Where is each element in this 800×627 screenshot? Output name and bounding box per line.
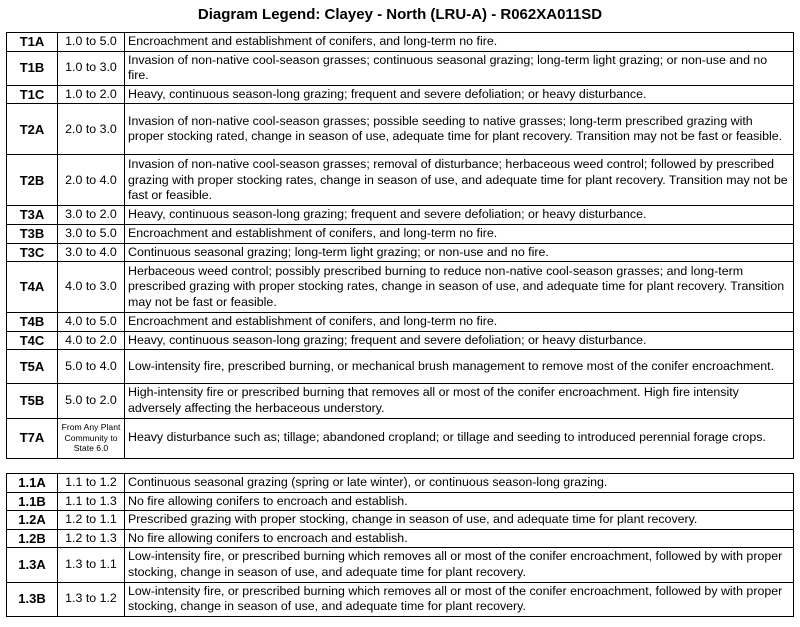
description-cell: Encroachment and establishment of conifers, and long-term no fire. [125, 224, 794, 243]
table-row [7, 262, 794, 313]
table-row [7, 313, 794, 332]
description-cell: Low-intensity fire, or prescribed burning which removes all or most of the conifer encroachment, followed by with proper stocking, change in season of use, and adequate time for plant recovery. [125, 548, 794, 582]
range-cell: 2.0 to 4.0 [58, 155, 125, 206]
range-cell: 4.0 to 2.0 [58, 331, 125, 350]
code-cell: T4C [7, 331, 58, 350]
code-cell: T1A [7, 33, 58, 52]
page-title: Diagram Legend: Clayey - North (LRU-A) - R062XA011SD [197, 6, 603, 23]
code-cell: 1.2B [7, 529, 58, 548]
code-cell: 1.3A [7, 548, 58, 582]
table-row [7, 33, 794, 52]
range-cell: From Any Plant Community to State 6.0 [58, 418, 125, 458]
description-cell: Prescribed grazing with proper stocking, change in season of use, and adequate time for plant recovery. [125, 511, 794, 530]
description-cell: Continuous seasonal grazing; long-term light grazing; or non-use and no fire. [125, 243, 794, 262]
description-cell: Invasion of non-native cool-season grasses; continuous seasonal grazing; long-term light grazing; or non-use and no fire. [125, 51, 794, 85]
table-row [7, 474, 794, 493]
range-cell: 1.1 to 1.3 [58, 492, 125, 511]
table-row [7, 155, 794, 206]
range-cell: 4.0 to 3.0 [58, 262, 125, 313]
code-cell: 1.1A [7, 474, 58, 493]
description-cell: Invasion of non-native cool-season grasses; removal of disturbance; herbaceous weed control; followed by prescribed grazing with proper stocking rates, change in season of use, and adequate time for plant recovery. Transition may not be fast or feasible. [125, 155, 794, 206]
code-cell: 1.2A [7, 511, 58, 530]
table-row [7, 511, 794, 530]
range-cell: 3.0 to 2.0 [58, 206, 125, 225]
range-cell: 2.0 to 3.0 [58, 104, 125, 155]
code-cell: T1C [7, 85, 58, 104]
transitions-table [6, 32, 794, 459]
description-cell: Heavy, continuous season-long grazing; frequent and severe defoliation; or heavy disturbance. [125, 85, 794, 104]
code-cell: T7A [7, 418, 58, 458]
description-cell: Encroachment and establishment of conifers, and long-term no fire. [125, 33, 794, 52]
table-row [7, 548, 794, 582]
range-cell: 1.1 to 1.2 [58, 474, 125, 493]
code-cell: 1.3B [7, 582, 58, 616]
range-cell: 1.0 to 2.0 [58, 85, 125, 104]
code-cell: T3B [7, 224, 58, 243]
description-cell: Low-intensity fire, prescribed burning, or mechanical brush management to remove most of the conifer encroachment. [125, 350, 794, 384]
table-row [7, 350, 794, 384]
description-cell: Invasion of non-native cool-season grasses; possible seeding to native grasses; long-term prescribed grazing with proper stocking rated, change in season of use, adequate time for plant recovery. Transition may not be fast or feasible. [125, 104, 794, 155]
range-cell: 1.3 to 1.1 [58, 548, 125, 582]
range-cell: 5.0 to 4.0 [58, 350, 125, 384]
table-row [7, 418, 794, 458]
table-row [7, 51, 794, 85]
table-row [7, 206, 794, 225]
table-row [7, 384, 794, 418]
description-cell: Low-intensity fire, or prescribed burning which removes all or most of the conifer encroachment, followed by with proper stocking, change in season of use, and adequate time for plant recovery. [125, 582, 794, 616]
range-cell: 1.0 to 5.0 [58, 33, 125, 52]
description-cell: Herbaceous weed control; possibly prescribed burning to reduce non-native cool-season grasses; and long-term prescribed grazing with proper stocking rates, change in season of use, and adequate time for plant recovery. Transition may not be fast or feasible. [125, 262, 794, 313]
table-row [7, 104, 794, 155]
range-cell: 3.0 to 5.0 [58, 224, 125, 243]
code-cell: T4B [7, 313, 58, 332]
table-row [7, 85, 794, 104]
code-cell: T2A [7, 104, 58, 155]
range-cell: 1.2 to 1.3 [58, 529, 125, 548]
code-cell: T5B [7, 384, 58, 418]
table-row [7, 224, 794, 243]
code-cell: T4A [7, 262, 58, 313]
range-cell: 1.3 to 1.2 [58, 582, 125, 616]
description-cell: High-intensity fire or prescribed burning that removes all or most of the conifer encroachment. High fire intensity adversely affecting the herbaceous understory. [125, 384, 794, 418]
range-cell: 4.0 to 5.0 [58, 313, 125, 332]
code-cell: T1B [7, 51, 58, 85]
table-row [7, 529, 794, 548]
table-row [7, 243, 794, 262]
code-cell: T5A [7, 350, 58, 384]
range-cell: 1.2 to 1.1 [58, 511, 125, 530]
table-row [7, 582, 794, 616]
code-cell: T3C [7, 243, 58, 262]
description-cell: Heavy, continuous season-long grazing; frequent and severe defoliation; or heavy disturbance. [125, 206, 794, 225]
description-cell: No fire allowing conifers to encroach and establish. [125, 492, 794, 511]
description-cell: Continuous seasonal grazing (spring or late winter), or continuous season-long grazing. [125, 474, 794, 493]
code-cell: T2B [7, 155, 58, 206]
range-cell: 1.0 to 3.0 [58, 51, 125, 85]
table-row [7, 331, 794, 350]
description-cell: No fire allowing conifers to encroach and establish. [125, 529, 794, 548]
table-row [7, 492, 794, 511]
code-cell: T3A [7, 206, 58, 225]
range-cell: 5.0 to 2.0 [58, 384, 125, 418]
description-cell: Heavy, continuous season-long grazing; frequent and severe defoliation; or heavy disturbance. [125, 331, 794, 350]
range-cell: 3.0 to 4.0 [58, 243, 125, 262]
description-cell: Encroachment and establishment of conifers, and long-term no fire. [125, 313, 794, 332]
code-cell: 1.1B [7, 492, 58, 511]
description-cell: Heavy disturbance such as; tillage; abandoned cropland; or tillage and seeding to introduced perennial forage crops. [125, 418, 794, 458]
pathways-table [6, 473, 794, 617]
